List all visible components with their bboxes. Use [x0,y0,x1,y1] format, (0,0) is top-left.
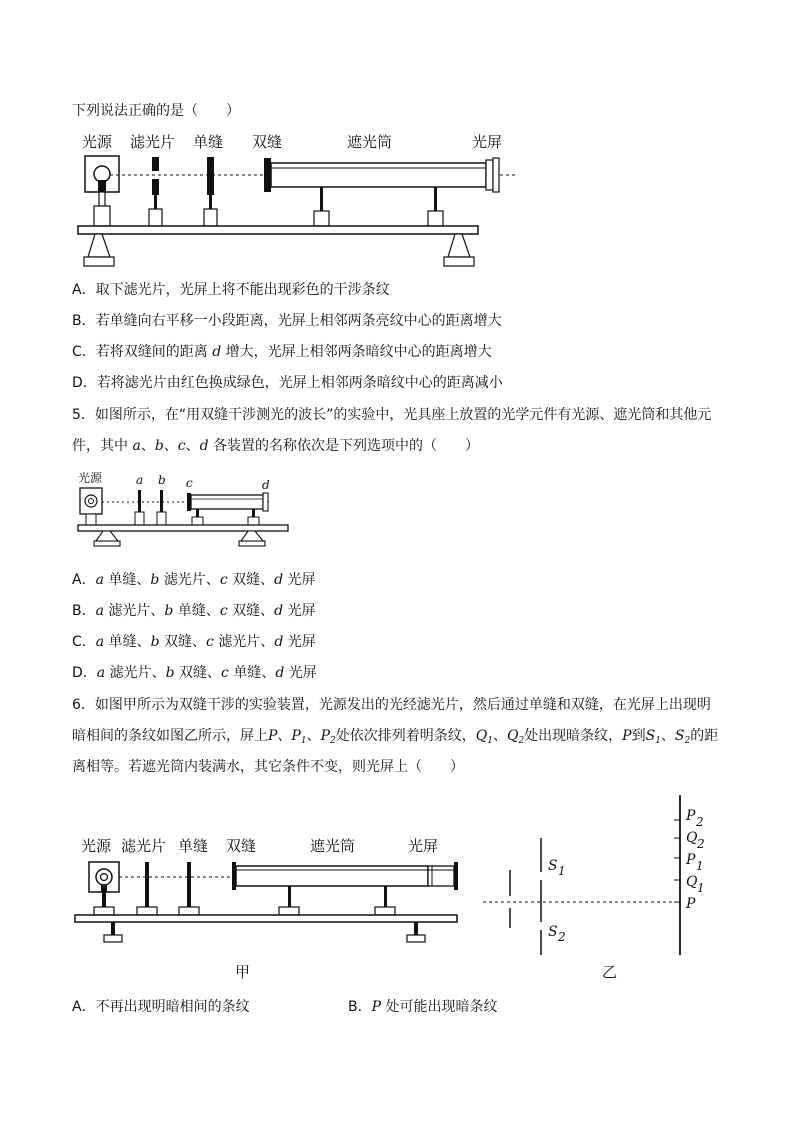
q5-label-b: b [158,473,166,487]
q5-option-c[interactable]: C．a 单缝、b 双缝、c 滤光片、d 光屏 [72,634,316,650]
q4-option-a[interactable]: A．取下滤光片，光屏上将不能出现彩色的干涉条纹 [72,282,390,298]
q5-label-a: a [136,473,144,487]
q4-option-b[interactable]: B．若单缝向右平移一小段距离，光屏上相邻两条亮纹中心的距离增大 [72,313,502,329]
label-S1: S [548,858,558,874]
q5-label-source: 光源 [78,471,103,485]
label-S2: S [548,924,558,940]
label-P: P [686,896,696,912]
label-double-slit: 双缝 [252,133,283,151]
label-Q1: Q [686,874,698,890]
svg-text:2: 2 [696,815,704,829]
label-filter: 滤光片 [130,133,176,151]
q6-option-a[interactable]: A．不再出现明暗相间的条纹 [72,999,250,1015]
q6-stem-line3: 离相等。若遮光筒内装满水，其它条件不变，则光屏上（ ） [72,759,464,775]
q4-option-d[interactable]: D．若将滤光片由红色换成绿色，光屏上相邻两条暗纹中心的距离减小 [72,375,503,391]
q6-label-source: 光源 [81,837,112,855]
svg-text:2: 2 [558,930,566,944]
label-P2: P [686,808,696,824]
q6-label-filter: 滤光片 [121,837,167,855]
q5-option-a[interactable]: A．a 单缝、b 滤光片、c 双缝、d 光屏 [72,572,316,588]
q6-stem-line1: 6．如图甲所示为双缝干涉的实验装置，光源发出的光经滤光片，然后通过单缝和双缝，在光屏上出现明 [72,697,711,713]
q6-label-double-slit: 双缝 [226,837,257,855]
q6-stem-line2: 暗相间的条纹如图乙所示，屏上P、$P_1$、$P_2$处依次排列着明条纹，$Q_1$、$Q_2$处出现暗条纹，P到$S_1$、$S_2$的距 [72,728,719,746]
q5-option-b[interactable]: B．a 滤光片、b 单缝、c 双缝、d 光屏 [72,603,316,619]
q5-stem-line2: 件，其中 a、b、c、d 各装置的名称依次是下列选项中的（ ） [72,438,480,454]
q6-label-screen: 光屏 [408,837,439,855]
q4-option-c[interactable]: C．若将双缝间的距离 d 增大，光屏上相邻两条暗纹中心的距离增大 [72,344,492,360]
svg-text:1: 1 [697,881,705,895]
label-tube: 遮光筒 [347,133,393,151]
caption-yi: 乙 [602,963,618,981]
label-Q2: Q [686,830,698,846]
q4-stem: 下列说法正确的是（ ） [72,103,240,119]
label-single-slit: 单缝 [193,133,224,151]
label-screen: 光屏 [472,133,503,151]
q5-label-d: d [262,478,270,492]
caption-jia: 甲 [235,963,251,981]
q6-label-tube: 遮光筒 [310,837,356,855]
q5-label-c: c [186,476,193,490]
svg-text:1: 1 [696,859,704,873]
q6-option-b[interactable]: B．P 处可能出现暗条纹 [348,999,498,1015]
label-P1: P [686,852,696,868]
label-light-source: 光源 [82,133,113,151]
svg-text:2: 2 [697,837,705,851]
q5-stem-line1: 5．如图所示，在“用双缝干涉测光的波长”的实验中，光具座上放置的光学元件有光源、遮光筒和其他元 [72,407,712,423]
svg-text:1: 1 [558,864,566,878]
q6-label-single-slit: 单缝 [178,837,209,855]
q5-option-d[interactable]: D．a 滤光片、b 双缝、c 单缝、d 光屏 [72,665,317,681]
